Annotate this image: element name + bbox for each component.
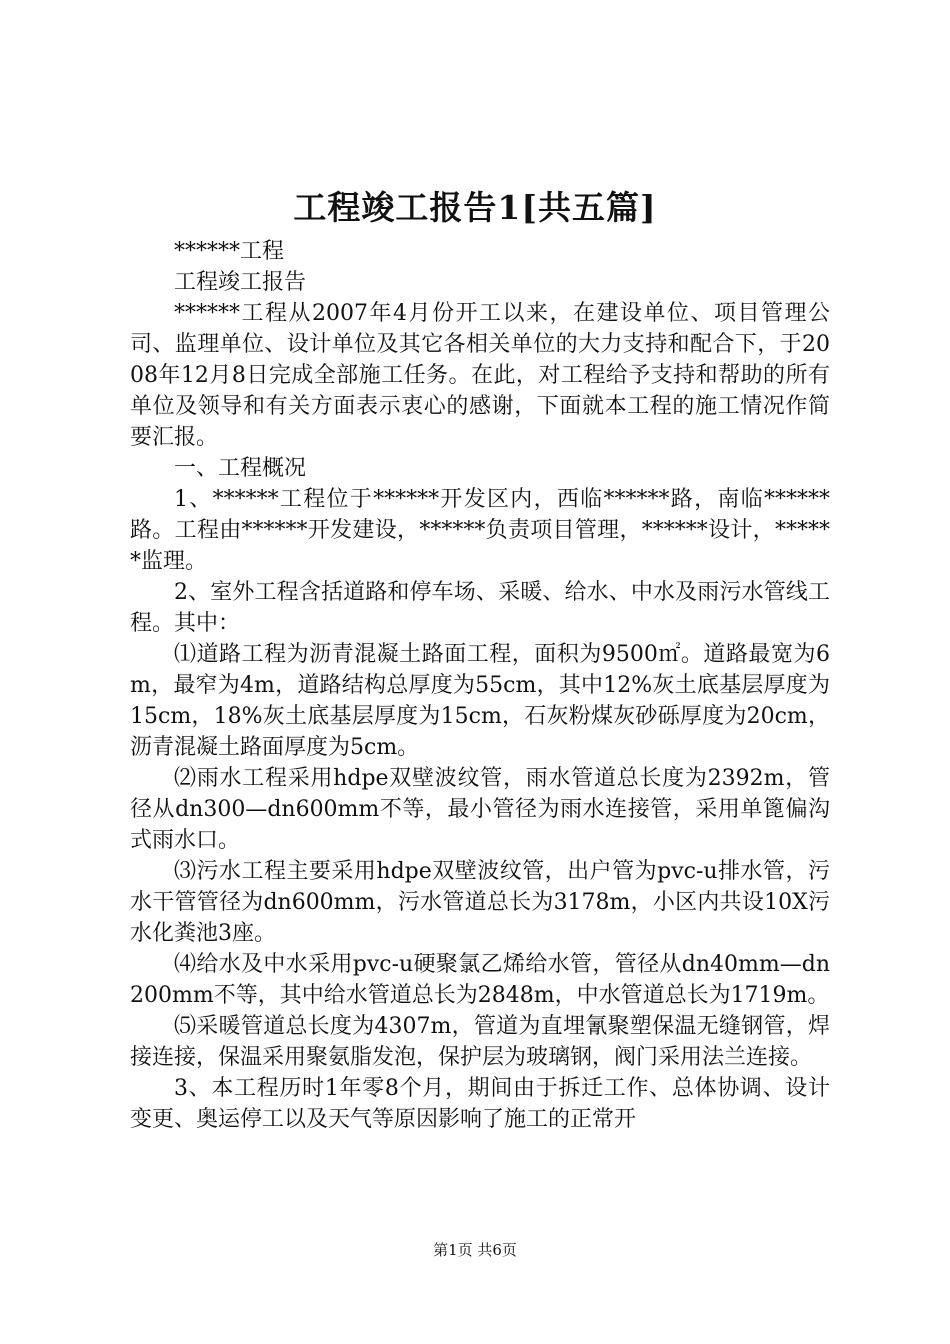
paragraph-rainwater-works: ⑵雨水工程采用hdpe双壁波纹管，雨水管道总长度为2392m，管径从dn300—dn600mm不等，最小管径为雨水连接管，采用单篦偏沟式雨水口。 (130, 766, 830, 853)
paragraph-duration: 3、本工程历时1年零8个月，期间由于拆迁工作、总体协调、设计变更、奥运停工以及天气等原因影响了施工的正常开 (130, 1076, 830, 1132)
paragraph-sewage-works: ⑶污水工程主要采用hdpe双壁波纹管，出户管为pvc-u排水管，污水干管管径为dn600mm，污水管道总长为3178m，小区内共设10X污水化粪池3座。 (130, 859, 830, 946)
paragraph-outdoor-works: 2、室外工程含括道路和停车场、采暖、给水、中水及雨污水管线工程。其中： (130, 580, 830, 636)
document-title: 工程竣工报告1[共五篇] (293, 188, 657, 227)
paragraph-heating-pipes: ⑸采暖管道总长度为4307m，管道为直埋氰聚塑保温无缝钢管，焊接连接，保温采用聚氨脂发泡，保护层为玻璃钢，阀门采用法兰连接。 (130, 1014, 830, 1070)
paragraph-report-heading: 工程竣工报告 (174, 270, 307, 295)
paragraph-project-name: ******工程 (174, 239, 285, 264)
paragraph-intro: ******工程从2007年4月份开工以来，在建设单位、项目管理公司、监理单位、设计单位及其它各相关单位的大力支持和配合下，于2008年12月8日完成全部施工任务。在此，对工程给予支持和帮助的所有单位及领导和有关方面表示衷心的感谢，下面就本工程的施工情况作简要汇报。 (130, 301, 830, 450)
section-heading-overview: 一、工程概况 (174, 456, 307, 481)
paragraph-water-supply: ⑷给水及中水采用pvc-u硬聚氯乙烯给水管，管径从dn40mm—dn200mm不等，其中给水管道总长为2848m，中水管道总长为1719m。 (130, 952, 830, 1008)
page-number-footer: 第1页 共6页 (433, 1241, 517, 1259)
document-body (130, 236, 830, 1135)
paragraph-road-works: ⑴道路工程为沥青混凝土路面工程，面积为9500㎡。道路最宽为6m，最窄为4m，道路结构总厚度为55cm，其中12%灰土底基层厚度为15cm，18%灰土底基层厚度为15cm，石灰粉煤灰砂砾厚度为20cm，沥青混凝土路面厚度为5cm。 (130, 642, 830, 760)
paragraph-location: 1、******工程位于******开发区内，西临******路，南临******路。工程由******开发建设，******负责项目管理，******设计，******监理。 (130, 487, 830, 574)
